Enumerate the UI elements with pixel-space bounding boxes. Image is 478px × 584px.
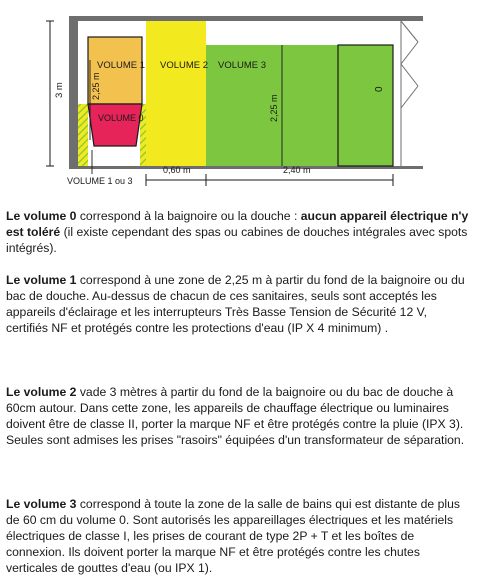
paragraph-volume-3: Le volume 3 correspond à toute la zone de la salle de bains qui est distante de plus de 60 cm du volume 0. Sont autorisés les appareillages électriques et les matériels électriques de classe I, les prises de courant de type 2P + T et les boîtes de connexion. Ils doivent porter la marque NF et être protégés contre les chutes verticales de gouttes d'eau (ou IPX 1). bbox=[6, 497, 460, 575]
left-wall bbox=[69, 18, 78, 168]
paragraph-volume-0: Le volume 0 correspond à la baignoire ou la douche : aucun appareil électrique n'y est toléré (il existe cependant des spas ou cabines de douches intégrales avec spots intégrés). bbox=[6, 209, 469, 255]
volume-1-label: VOLUME 1 bbox=[97, 60, 146, 71]
door-glyph: 0 bbox=[374, 86, 385, 92]
volume-1-or-3-label: VOLUME 1 ou 3 bbox=[67, 176, 133, 186]
volume-0-bathtub bbox=[88, 104, 142, 146]
volume-2-label: VOLUME 2 bbox=[160, 60, 209, 71]
volume-0-label: VOLUME 0 bbox=[98, 113, 144, 123]
bathroom-volumes-diagram bbox=[0, 0, 478, 200]
ceiling-wall bbox=[69, 16, 423, 21]
width-060-label: 0,60 m bbox=[163, 165, 191, 175]
paragraph-lead: Le volume 2 bbox=[6, 385, 77, 399]
height-3m-label: 3 m bbox=[54, 82, 65, 98]
paragraph-lead: Le volume 1 bbox=[6, 273, 77, 287]
paragraph-lead: Le volume 0 bbox=[6, 209, 77, 223]
paragraph-lead: Le volume 3 bbox=[6, 497, 77, 511]
height-225-left-label: 2,25 m bbox=[91, 72, 101, 100]
volume-1-or-3-zone bbox=[78, 104, 88, 166]
width-240-label: 2,40 m bbox=[283, 165, 311, 175]
paragraph-volume-1: Le volume 1 correspond à une zone de 2,25 m à partir du fond de la baignoire ou du bac de douche. Au-dessus de chacun de ces sanitaires, seuls sont acceptés les appareils d'éclairage et les interrupteurs Très Basse Tension de Sécurité 12 V, certifiés NF et protégés contre les protections d'eau (IP X 4 minimum) . bbox=[6, 273, 465, 335]
paragraph-volume-2: Le volume 2 vade 3 mètres à partir du fond de la baignoire ou du bac de douche à 60cm autour. Dans cette zone, les appareils de chauffage électrique ou luminaires doivent être de classe II, porter la marque NF et être protégés contre la pluie (IPX 3). Seules sont admises les prises "rasoirs" équipées d'un transformateur de séparation. bbox=[6, 385, 465, 447]
volume-3-label: VOLUME 3 bbox=[218, 60, 267, 71]
volume-2-zone bbox=[146, 21, 209, 166]
height-225-right-label: 2,25 m bbox=[269, 94, 279, 122]
